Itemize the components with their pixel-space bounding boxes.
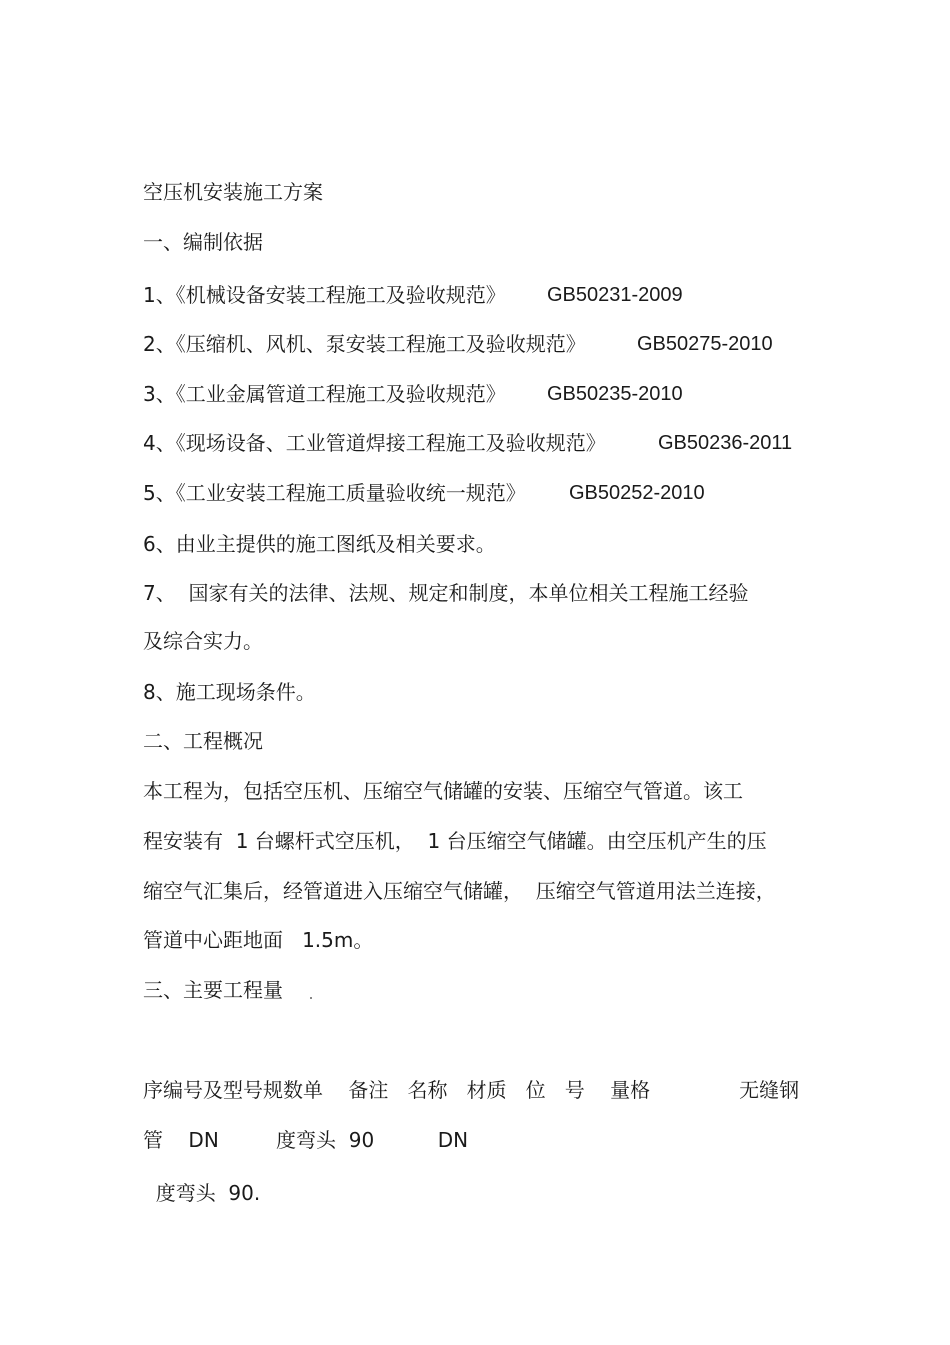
quantity-table-header: 序编号及型号规数单 备注 名称 材质 位 号 量格 无缝钢 — [143, 1078, 800, 1102]
stray-mark — [310, 997, 312, 999]
basis-item-8: 8、施工现场条件。 — [143, 680, 316, 704]
overview-line-1: 本工程为，包括空压机、压缩空气储罐的安装、压缩空气管道。该工 — [143, 779, 743, 803]
overview-line-2: 程安装有 1 台螺杆式空压机， 1 台压缩空气储罐。由空压机产生的压 — [143, 829, 767, 853]
quantity-table-row-1: 管 DN 度弯头 90 DN — [143, 1128, 469, 1152]
quantity-table-row-2: 度弯头 90. — [143, 1181, 261, 1205]
basis-item-7: 7、 国家有关的法律、法规、规定和制度，本单位相关工程施工经验 — [143, 581, 749, 605]
basis-item-7-continued: 及综合实力。 — [143, 629, 263, 653]
basis-item-6: 6、由业主提供的施工图纸及相关要求。 — [143, 532, 496, 556]
basis-item-4-code: GB50236-2011 — [658, 432, 793, 454]
basis-item-5: 5、《工业安装工程施工质量验收统一规范》 — [143, 481, 526, 505]
overview-line-3: 缩空气汇集后，经管道进入压缩空气储罐， 压缩空气管道用法兰连接， — [143, 879, 776, 903]
section-heading-basis: 一、编制依据 — [143, 230, 263, 254]
document-title: 空压机安装施工方案 — [143, 180, 323, 204]
basis-item-1: 1、《机械设备安装工程施工及验收规范》 — [143, 283, 506, 307]
basis-item-2-code: GB50275-2010 — [637, 333, 773, 355]
basis-item-3: 3、《工业金属管道工程施工及验收规范》 — [143, 382, 506, 406]
section-heading-overview: 二、工程概况 — [143, 729, 263, 753]
basis-item-4: 4、《现场设备、工业管道焊接工程施工及验收规范》 — [143, 431, 606, 455]
overview-line-4: 管道中心距地面 1.5m。 — [143, 928, 374, 952]
basis-item-3-code: GB50235-2010 — [547, 383, 683, 405]
basis-item-5-code: GB50252-2010 — [569, 482, 705, 504]
basis-item-1-code: GB50231-2009 — [547, 284, 683, 306]
section-heading-quantities: 三、主要工程量 — [143, 978, 283, 1002]
basis-item-2: 2、《压缩机、风机、泵安装工程施工及验收规范》 — [143, 332, 586, 356]
